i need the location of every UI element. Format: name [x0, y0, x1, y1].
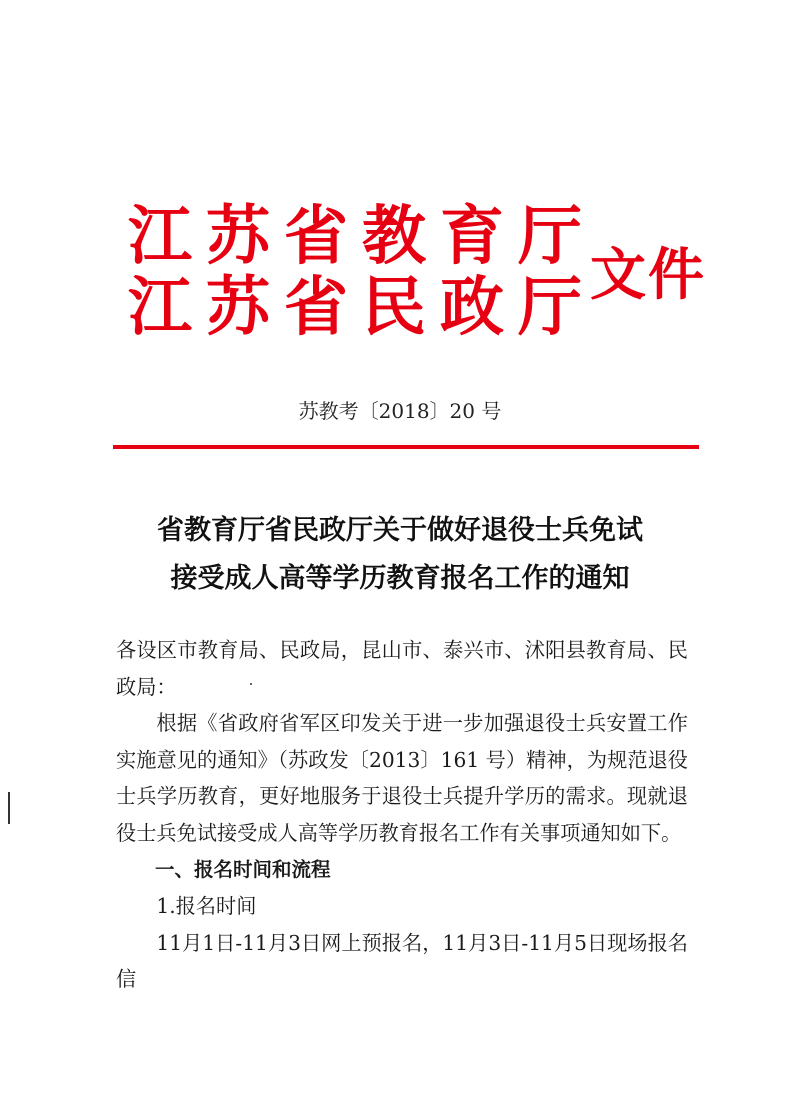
binding-margin-mark	[8, 792, 10, 824]
document-title	[0, 507, 800, 603]
issuer-line-civil-affairs	[128, 270, 582, 345]
issuer-char: 民	[362, 270, 426, 345]
title-line-2: 接受成人高等学历教育报名工作的通知	[170, 563, 630, 594]
issuer-char: 省	[284, 270, 348, 345]
scan-speck	[250, 683, 252, 685]
issuer-char: 江	[128, 199, 192, 274]
doc-type-label: 文件	[590, 242, 706, 308]
issuer-char: 育	[440, 199, 504, 274]
issuer-char: 厅	[518, 270, 582, 345]
body-paragraph: 11月1日-11月3日网上预报名，11月3日-11月5日现场报名信	[116, 930, 688, 992]
document-number: 苏教考〔2018〕20 号	[298, 399, 502, 423]
salutation: 各设区市教育局、民政局，昆山市、泰兴市、沭阳县教育局、民政局：	[116, 638, 688, 699]
red-divider-line	[113, 445, 699, 449]
issuer-char: 厅	[518, 199, 582, 274]
subsection-heading: 1.报名时间	[156, 894, 257, 919]
section-heading: 一、报名时间和流程	[155, 857, 331, 881]
document-body	[116, 632, 688, 998]
masthead	[0, 0, 800, 360]
issuer-char: 教	[362, 199, 426, 274]
issuer-char: 省	[284, 199, 348, 274]
issuer-char: 政	[440, 270, 504, 345]
title-line-1: 省教育厅省民政厅关于做好退役士兵免试	[157, 515, 643, 546]
issuer-char: 苏	[206, 199, 270, 274]
issuer-char: 苏	[206, 270, 270, 345]
issuer-line-education	[128, 199, 582, 274]
body-paragraph: 根据《省政府省军区印发关于进一步加强退役士兵安置工作实施意见的通知》（苏政发〔2013〕161 号）精神，为规范退役士兵学历教育，更好地服务于退役士兵提升学历的需求。现就退役士兵免试接受成人高等学历教育报名工作有关事项通知如下。	[116, 711, 688, 845]
issuer-char: 江	[128, 270, 192, 345]
